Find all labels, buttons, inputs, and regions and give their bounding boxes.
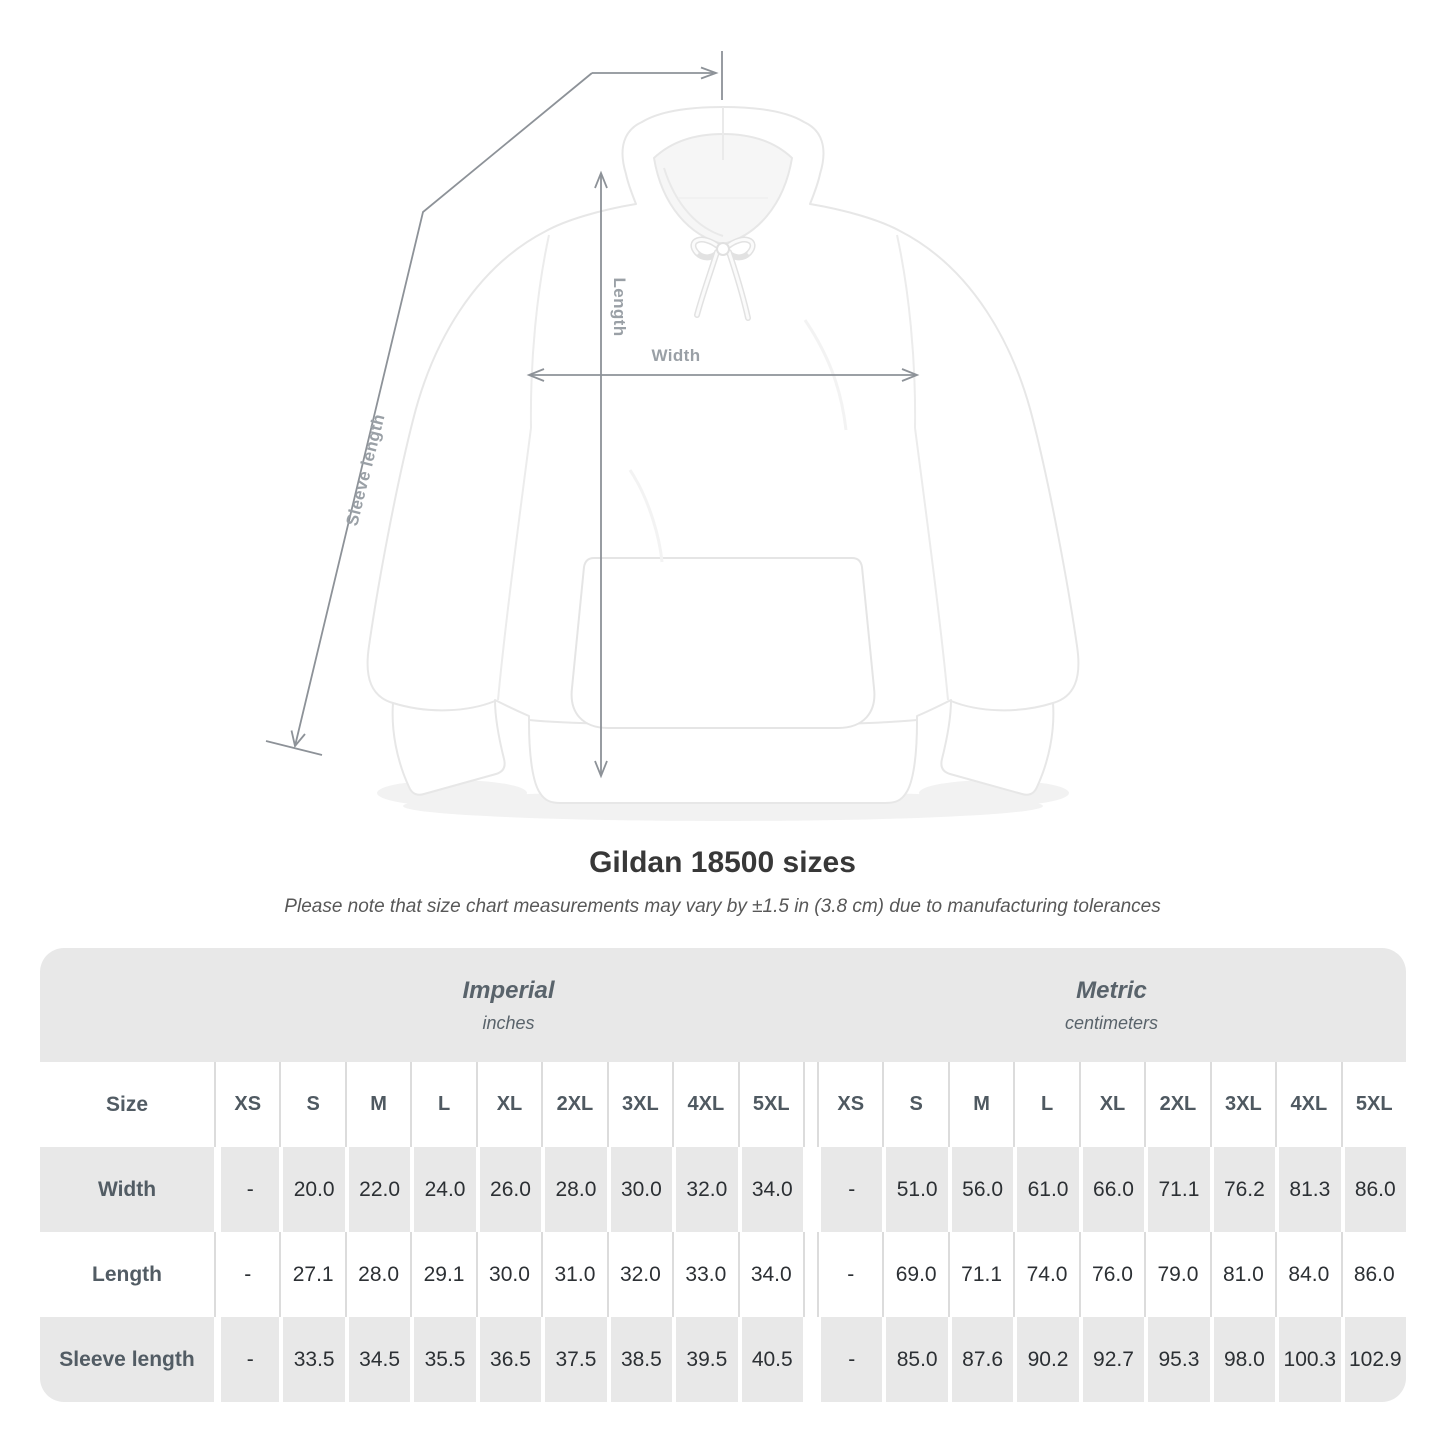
size-value-cell: 71.1 bbox=[1144, 1147, 1209, 1232]
size-value-cell: 30.0 bbox=[607, 1147, 672, 1232]
hoodie-pocket bbox=[572, 558, 875, 728]
size-value-cell: 32.0 bbox=[607, 1232, 672, 1317]
hoodie-garment bbox=[368, 107, 1079, 803]
width-measure-label: Width bbox=[651, 346, 701, 365]
sleeve-length-measure-label: Sleeve length bbox=[342, 411, 389, 528]
imperial-unit-header bbox=[214, 977, 803, 1034]
length-measure-label: Length bbox=[610, 277, 629, 337]
row-label: Sleeve length bbox=[40, 1317, 214, 1402]
size-value-cell: 76.0 bbox=[1079, 1232, 1144, 1317]
size-header-cell: 3XL bbox=[607, 1062, 672, 1147]
row-label: Width bbox=[40, 1147, 214, 1232]
size-value-cell: 31.0 bbox=[541, 1232, 606, 1317]
size-value-cell: 20.0 bbox=[279, 1147, 344, 1232]
metric-unit-label: centimeters bbox=[1064, 1012, 1159, 1033]
size-value-cell: 81.0 bbox=[1210, 1232, 1275, 1317]
table-row-length bbox=[40, 1232, 1406, 1317]
size-value-cell: 33.5 bbox=[279, 1317, 344, 1402]
size-value-cell: 27.1 bbox=[279, 1232, 344, 1317]
size-value-cell: - bbox=[214, 1147, 279, 1232]
size-value-cell: 32.0 bbox=[672, 1147, 737, 1232]
table-row-sleeve-length bbox=[40, 1317, 1406, 1402]
imperial-label: Imperial bbox=[462, 976, 555, 1004]
size-value-cell: 86.0 bbox=[1341, 1232, 1406, 1317]
size-value-cell: 24.0 bbox=[410, 1147, 475, 1232]
hood-top-measure-line bbox=[592, 51, 722, 100]
size-value-cell: 35.5 bbox=[410, 1317, 475, 1402]
column-group-divider bbox=[803, 1062, 817, 1147]
size-header-cell: XL bbox=[1079, 1062, 1144, 1147]
size-value-cell: 86.0 bbox=[1341, 1147, 1406, 1232]
size-header-cell: XS bbox=[817, 1062, 882, 1147]
size-value-cell: 84.0 bbox=[1275, 1232, 1340, 1317]
size-header-cell: 5XL bbox=[1341, 1062, 1406, 1147]
size-value-cell: 36.5 bbox=[476, 1317, 541, 1402]
size-header-cell: XL bbox=[476, 1062, 541, 1147]
size-header-cell: 4XL bbox=[1275, 1062, 1340, 1147]
column-group-divider bbox=[803, 1317, 817, 1402]
size-header-cell: L bbox=[410, 1062, 475, 1147]
size-header-cell: M bbox=[345, 1062, 410, 1147]
column-group-divider bbox=[803, 1232, 817, 1317]
size-value-cell: 102.9 bbox=[1341, 1317, 1406, 1402]
size-value-cell: - bbox=[817, 1232, 882, 1317]
size-value-cell: 26.0 bbox=[476, 1147, 541, 1232]
size-value-cell: 76.2 bbox=[1210, 1147, 1275, 1232]
metric-unit-header bbox=[817, 977, 1406, 1034]
size-value-cell: 51.0 bbox=[882, 1147, 947, 1232]
size-header-cell: M bbox=[948, 1062, 1013, 1147]
size-header-cell: S bbox=[279, 1062, 344, 1147]
size-value-cell: 71.1 bbox=[948, 1232, 1013, 1317]
size-value-cell: 34.5 bbox=[345, 1317, 410, 1402]
size-value-cell: - bbox=[817, 1317, 882, 1402]
table-row-width bbox=[40, 1147, 1406, 1232]
size-value-cell: 28.0 bbox=[541, 1147, 606, 1232]
size-header-cell: 2XL bbox=[541, 1062, 606, 1147]
column-group-divider bbox=[803, 1147, 817, 1232]
size-value-cell: - bbox=[214, 1232, 279, 1317]
imperial-unit-label: inches bbox=[482, 1012, 535, 1033]
size-value-cell: - bbox=[817, 1147, 882, 1232]
size-value-cell: 34.0 bbox=[738, 1232, 803, 1317]
size-value-cell: - bbox=[214, 1317, 279, 1402]
size-value-cell: 29.1 bbox=[410, 1232, 475, 1317]
size-header-row bbox=[40, 1062, 1406, 1147]
size-header-cell: 5XL bbox=[738, 1062, 803, 1147]
size-header-cell: S bbox=[882, 1062, 947, 1147]
size-value-cell: 81.3 bbox=[1275, 1147, 1340, 1232]
size-header-cell: 3XL bbox=[1210, 1062, 1275, 1147]
unit-header-band bbox=[40, 948, 1406, 1062]
size-value-cell: 95.3 bbox=[1144, 1317, 1209, 1402]
size-value-cell: 33.0 bbox=[672, 1232, 737, 1317]
size-value-cell: 98.0 bbox=[1210, 1317, 1275, 1402]
size-value-cell: 92.7 bbox=[1079, 1317, 1144, 1402]
size-header-cell: L bbox=[1013, 1062, 1078, 1147]
size-table bbox=[40, 948, 1406, 1402]
size-value-cell: 34.0 bbox=[738, 1147, 803, 1232]
size-value-cell: 38.5 bbox=[607, 1317, 672, 1402]
metric-label: Metric bbox=[1076, 976, 1147, 1004]
size-value-cell: 40.5 bbox=[738, 1317, 803, 1402]
size-value-cell: 61.0 bbox=[1013, 1147, 1078, 1232]
size-value-cell: 66.0 bbox=[1079, 1147, 1144, 1232]
size-value-cell: 74.0 bbox=[1013, 1232, 1078, 1317]
size-value-cell: 22.0 bbox=[345, 1147, 410, 1232]
size-value-cell: 28.0 bbox=[345, 1232, 410, 1317]
size-value-cell: 100.3 bbox=[1275, 1317, 1340, 1402]
size-header-cell: 4XL bbox=[672, 1062, 737, 1147]
size-value-cell: 79.0 bbox=[1144, 1232, 1209, 1317]
page-title: Gildan 18500 sizes bbox=[589, 846, 856, 879]
size-value-cell: 37.5 bbox=[541, 1317, 606, 1402]
size-value-cell: 30.0 bbox=[476, 1232, 541, 1317]
size-column-header: Size bbox=[105, 1092, 149, 1116]
size-value-cell: 87.6 bbox=[948, 1317, 1013, 1402]
size-value-cell: 69.0 bbox=[882, 1232, 947, 1317]
size-value-cell: 85.0 bbox=[882, 1317, 947, 1402]
tolerance-note: Please note that size chart measurements may vary by ±1.5 in (3.8 cm) due to manufacturing tolerances bbox=[284, 896, 1161, 917]
size-header-cell: 2XL bbox=[1144, 1062, 1209, 1147]
size-value-cell: 39.5 bbox=[672, 1317, 737, 1402]
size-value-cell: 90.2 bbox=[1013, 1317, 1078, 1402]
size-header-cell: XS bbox=[214, 1062, 279, 1147]
size-value-cell: 56.0 bbox=[948, 1147, 1013, 1232]
row-label: Length bbox=[92, 1262, 162, 1286]
